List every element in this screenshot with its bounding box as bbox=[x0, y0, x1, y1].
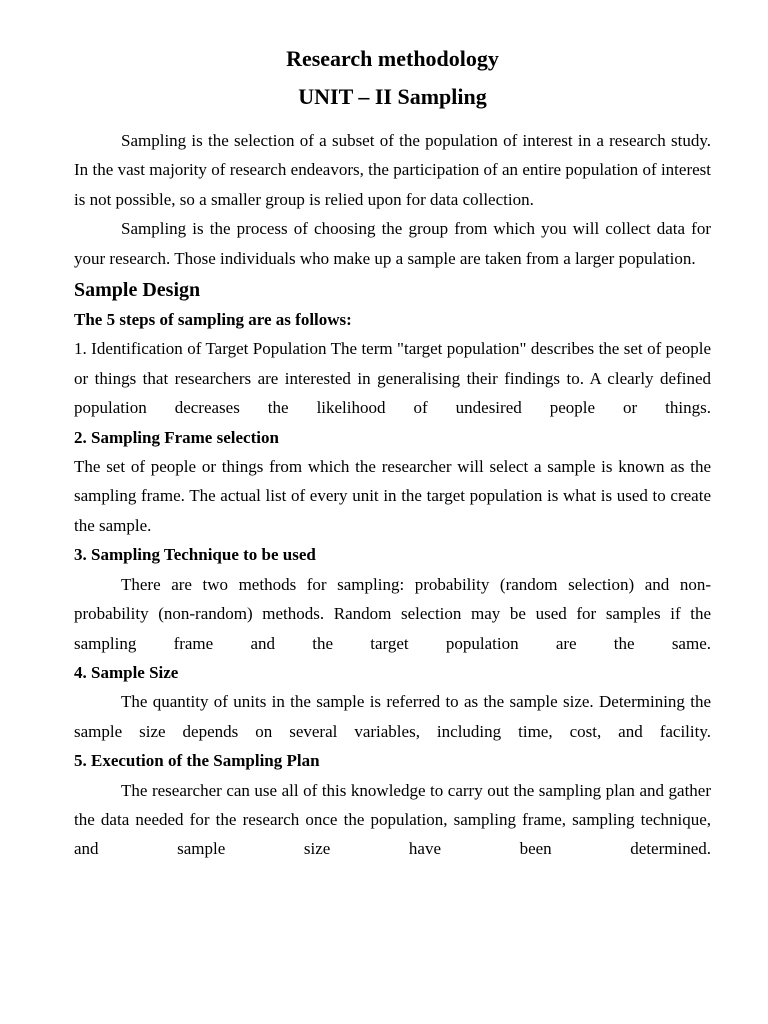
step4-paragraph: The quantity of units in the sample is referred to as the sample size. Determining the sample size depends on several variables, including time, cost, and facility. bbox=[74, 692, 711, 741]
steps-heading: The 5 steps of sampling are as follows: bbox=[74, 310, 352, 330]
step3-heading: 3. Sampling Technique to be used bbox=[74, 545, 316, 565]
step1-paragraph: 1. Identification of Target Population The term "target population" describes the set of people or things that researchers are interested in generalising their findings to. A clearly defined population decreases the likelihood of undesired people or things. bbox=[74, 339, 711, 418]
section-heading-sample-design: Sample Design bbox=[74, 279, 201, 302]
step2-heading: 2. Sampling Frame selection bbox=[74, 427, 279, 447]
document-page bbox=[74, 40, 711, 864]
step4-heading: 4. Sample Size bbox=[74, 662, 179, 682]
step5-heading: 5. Execution of the Sampling Plan bbox=[74, 751, 320, 771]
step2-paragraph: The set of people or things from which the researcher will select a sample is known as the sampling frame. The actual list of every unit in the target population is what is used to create the sample. bbox=[74, 457, 711, 535]
intro-paragraph-2: Sampling is the process of choosing the group from which you will collect data for your research. Those individuals who make up a sample are taken from a larger population. bbox=[74, 219, 711, 268]
step5-paragraph: The researcher can use all of this knowledge to carry out the sampling plan and gather the data needed for the research once the population, sampling frame, sampling technique, and sample size have been determined. bbox=[74, 780, 711, 859]
step3-paragraph: There are two methods for sampling: probability (random selection) and non-probability (non-random) methods. Random selection may be used for samples if the sampling frame and the target population are the same. bbox=[74, 574, 711, 653]
document-title: Research methodology bbox=[286, 46, 499, 71]
intro-paragraph-1: Sampling is the selection of a subset of the population of interest in a research study. In the vast majority of research endeavors, the participation of an entire population of interest is not possible, so a smaller group is relied upon for data collection. bbox=[74, 131, 711, 209]
document-subtitle: UNIT – II Sampling bbox=[298, 84, 487, 109]
